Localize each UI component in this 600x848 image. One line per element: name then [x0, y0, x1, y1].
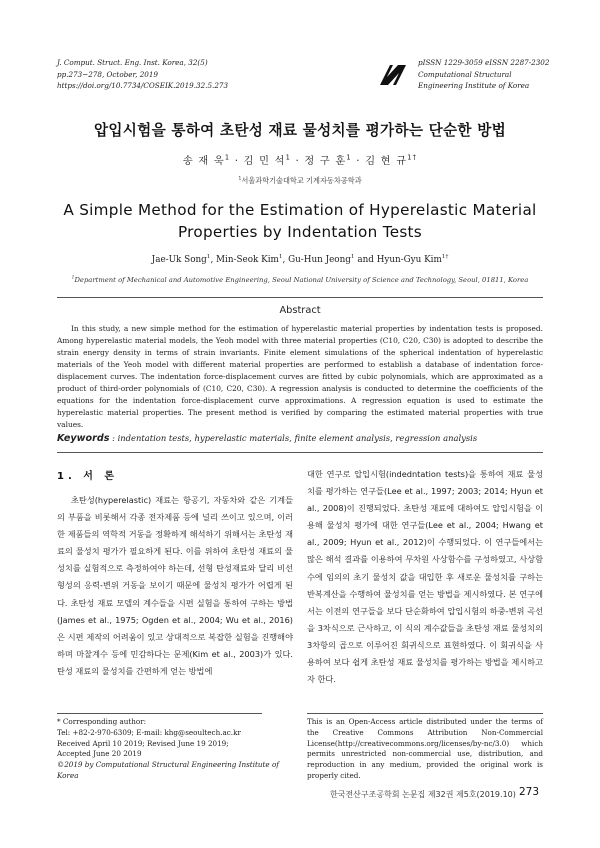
- footer-journal-info: 한국전산구조공학회 논문집 제32권 제5호(2019.10): [330, 790, 516, 799]
- separator: ·: [234, 156, 240, 167]
- publisher-line-1: Computational Structural: [418, 69, 512, 79]
- affil-mark: 1: [206, 254, 211, 261]
- footnote-left-rule: [57, 713, 262, 714]
- affil-mark: 1: [285, 153, 292, 162]
- title-english: A Simple Method for the Estimation of Hyperelastic Material Properties by Indentation Tests: [63, 201, 537, 241]
- author-ko-2: 김 민 석: [243, 156, 286, 167]
- separator: ·: [356, 156, 361, 167]
- keywords-label: Keywords: [57, 433, 110, 444]
- affil-mark: 1: [238, 176, 242, 182]
- keywords-bottom-rule: [57, 452, 543, 453]
- copyright-line: ©2019 by Computational Structural Engineering Institute of Korea: [57, 760, 279, 780]
- affiliation-english-text: Department of Mechanical and Automotive Engineering, Seoul National University of Science and Technology, Seoul, 01811, Korea: [74, 276, 529, 284]
- abstract-heading: Abstract: [279, 305, 321, 316]
- intro-paragraph-1: 초탄성(hyperelastic) 재료는 항공기, 자동차와 같은 기계들의 부품을 비롯해서 각종 전자제품 등에 널리 쓰이고 있으며, 이러한 제품들의 역학적 거동을 정확하게 해석하기 위해서는 초탄성 재료의 물성치 평가가 필요하게 된다. 이를 위하여 초탄성 재료의 물성치를 실험적으로 측정하여야 하는데, 선형 탄성재료와 달리 비선형성의 응력-변위 거동을 보이기 때문에 물성치 평가가 어렵게 된다. 초탄성 재료 모델의 계수들을 시편 실험을 통하여 구하는 방법(James et al., 1975; Ogden et al., 2004; Wu et al., 2016)은 시편 제작의 어려움이 있고 상대적으로 복잡한 실험을 진행해야 하며 마찰계수 등에 민감하다는 문제(Kim et al., 2003)가 있다. 탄성 재료의 물성치를 간편하게 얻는 방법에: [57, 495, 293, 676]
- journal-citation: [57, 57, 228, 92]
- affil-mark: 1: [224, 153, 231, 162]
- affiliation-english: [0, 276, 600, 284]
- author-ko-4: 김 현 규: [365, 156, 408, 167]
- issn-block: [418, 57, 549, 92]
- affil-mark: 1: [278, 254, 283, 261]
- intro-column-left: [57, 492, 293, 680]
- keywords-text: : indentation tests, hyperelastic materials, finite element analysis, regression analysis: [112, 433, 478, 443]
- affiliation-korean: [0, 176, 600, 186]
- page-number: 273: [519, 786, 540, 798]
- accepted-line: Accepted June 20 2019: [57, 749, 142, 759]
- intro-paragraph-2: 대한 연구로 압입시험(indedntation tests)을 통하여 재료 물성치를 평가하는 연구들(Lee et al., 1997; 2003; 2014; Hyun et al., 2008)이 진행되었다. 초탄성 재료에 대하여도 압입시험을 이용해 물성치 평가에 대한 연구들(Lee et al., 2004; Hwang et al., 2009; Hyun et al., 2012)이 수행되었다. 이 연구들에서는 많은 해석 결과를 이용하여 무차원 사상함수를 구성하였고, 사상함수에 임의의 초기 물성치 값을 대입한 후 새로운 물성치를 구하는 반복계산을 수행하여 물성치를 얻는 방법을 제시하였다. 본 연구에서는 이전의 연구들을 보다 단순화하여 압입시험의 하중-변위 곡선을 3차식으로 근사하고, 이 식의 계수값들을 초탄성 재료 물성치의 3차항의 곱으로 이루어진 회귀식으로 표현하였다. 이 회귀식을 사용하여 보다 쉽게 초탄성 재료 물성치를 평가하는 방법을 제시하고자 한다.: [307, 469, 543, 685]
- publisher-line-2: Engineering Institute of Korea: [418, 81, 530, 91]
- author-en-3: Gu-Hun Jeong: [288, 255, 351, 265]
- author-en-1: Jae-Uk Song: [151, 255, 207, 265]
- author-en-4: Hyun-Gyu Kim: [376, 255, 442, 265]
- section-heading-introduction: 1. 서 론: [57, 471, 119, 482]
- author-ko-1: 송 재 욱: [182, 156, 225, 167]
- and-word: and: [357, 255, 374, 265]
- separator: ·: [295, 156, 300, 167]
- doi-link[interactable]: https://doi.org/10.7734/COSEIK.2019.32.5.273: [57, 81, 229, 91]
- author-ko-3: 정 구 훈: [304, 156, 347, 167]
- journal-line: J. Comput. Struct. Eng. Inst. Korea, 32(5): [57, 58, 208, 67]
- journal-logo-icon: [378, 63, 408, 87]
- authors-english: Jae-Uk Song$^1$, Min-Seok Kim$^1$, Gu-Hun Jeong$^1$ and Hyun-Gyu Kim$^{1\dagger}$: [151, 254, 449, 265]
- affil-mark: 1†: [407, 153, 418, 162]
- affiliation-korean-text: 서울과학기술대학교 기계자동차공학과: [241, 176, 362, 185]
- affil-mark: 1: [350, 254, 355, 261]
- received-line: Received April 10 2019; Revised June 19 2019;: [57, 738, 229, 748]
- title-korean: 압입시험을 통하여 초탄성 재료 물성치를 평가하는 단순한 방법: [93, 122, 506, 139]
- authors-korean: [0, 152, 600, 167]
- pages-date-line: pp.273~278, October, 2019: [57, 69, 159, 79]
- contact-line[interactable]: Tel: +82-2-970-6309; E-mail: khg@seoultech.ac.kr: [57, 727, 241, 737]
- author-en-2: Min-Seok Kim: [216, 255, 279, 265]
- abstract-text: In this study, a new simple method for the estimation of hyperelastic material properties by indentation tests is proposed. Among hyperelastic material models, the Yeoh model with three material properties (C10, C20, C30) is adopted to describe the strain energy density in terms of strain invariants. Finite element simulations of the spherical indentation of hyperelastic materials of the Yeoh model with different material properties are performed to establish a database of indentation force-displacement curves. The indentation force-displacement curves are fitted by cubic polynomials, which are approximated as a product of third-order polynomials of (C10, C20, C30). A regression analysis is conducted to determine the coefficients of the equations for the indentation force-displacement curve approximations. A regression equation is used to estimate the hyperelastic material properties. The present method is verified by comparing the estimated material properties with true values.: [57, 324, 543, 429]
- affil-mark: 1: [71, 275, 75, 281]
- affil-mark: 1†: [441, 254, 449, 261]
- open-access-notice: This is an Open-Access article distributed under the terms of the Creative Commons Attribution Non-Commercial License(http://creativecommons.org/licenses/by-nc/3.0) which permits unrestricted non-commercial use, distribution, and reproduction in any medium, provided the original work is properly cited.: [307, 717, 543, 780]
- abstract-top-rule: [57, 297, 543, 298]
- corresponding-author-label: * Corresponding author:: [57, 717, 147, 726]
- footnote-right-rule: [307, 713, 543, 714]
- footnote-corresponding: [57, 717, 293, 782]
- issn-line: pISSN 1229-3059 eISSN 2287-2302: [418, 58, 550, 67]
- abstract-body: [57, 323, 543, 431]
- intro-column-right: [307, 466, 543, 688]
- keywords: [57, 433, 543, 444]
- affil-mark: 1: [346, 153, 352, 162]
